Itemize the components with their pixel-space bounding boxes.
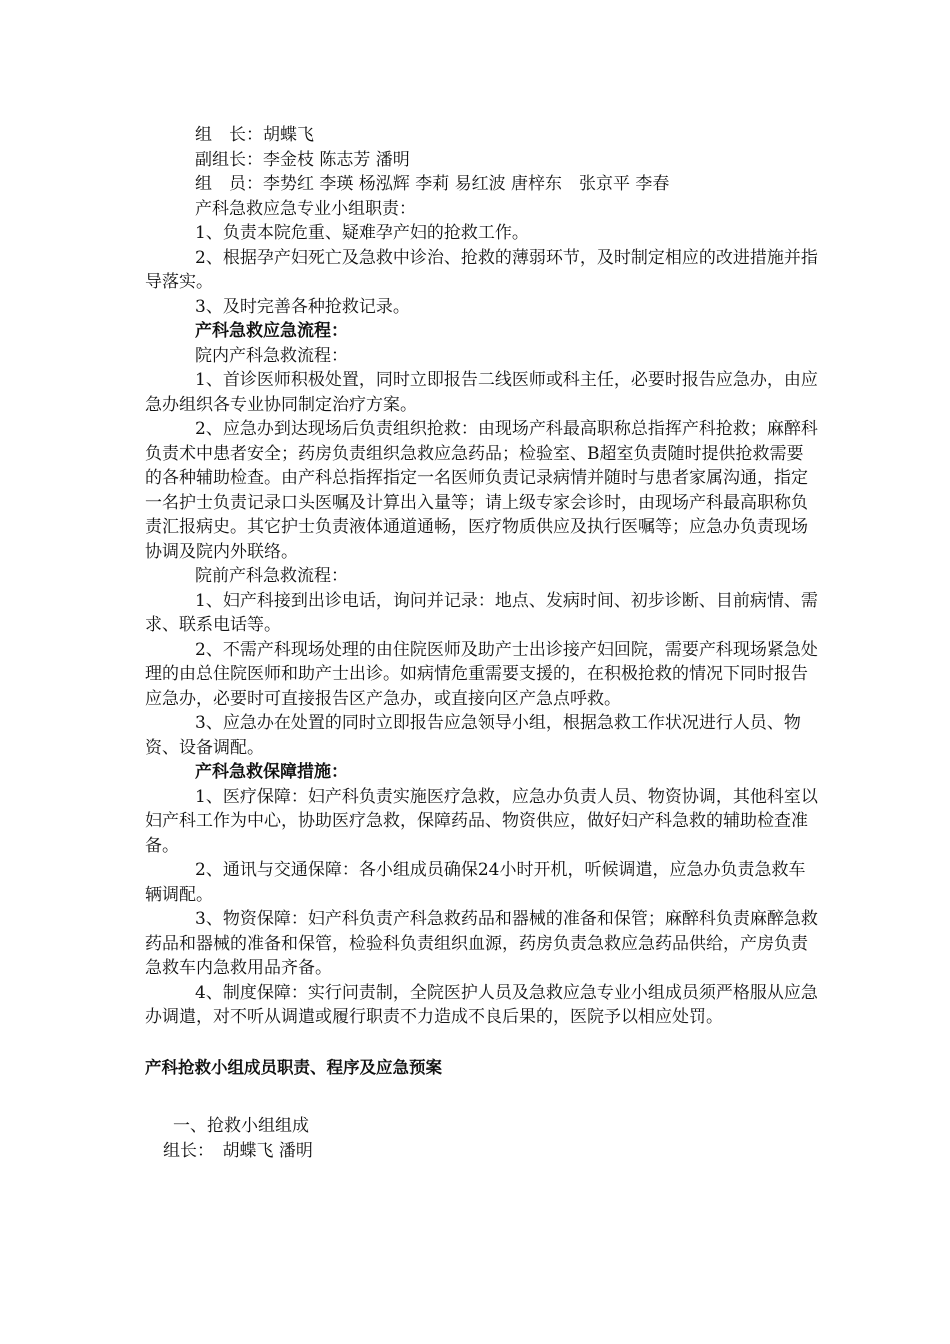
duties-title: 产科急救应急专业小组职责：: [195, 198, 416, 219]
inhospital-flow-title: 院内产科急救流程：: [195, 345, 348, 366]
document-body: [145, 123, 820, 1163]
members-line: 组 员：李势红 李瑛 杨泓辉 李莉 易红波 唐梓东 张京平 李春: [195, 174, 670, 194]
prehospital-step: 2、不需产科现场处理的由住院医师及助产士出诊接产妇回院，需要产科现场紧急处理的由总住院医师和助产士出诊。如病情危重需要支援的，在积极抢救的情况下同时报告应急办，必要时可直接报告区产急办，或直接向区产急点呼救。: [145, 639, 818, 709]
duty-item: 1、负责本院危重、疑难孕产妇的抢救工作。: [195, 223, 529, 243]
inhospital-step: 2、应急办到达现场后负责组织抢救：由现场产科最高职称总指挥产科抢救；麻醉科负责术中患者安全；药房负责组织急救应急药品；检验室、B超室负责随时提供抢救需要的各种辅助检查。由产科总指挥指定一名医师负责记录病情并随时与患者家属沟通，指定一名护士负责记录口头医嘱及计算出入量等；请上级专家会诊时，由现场产科最高职称负责汇报病史。其它护士负责液体通道通畅，医疗物质供应及执行医嘱等；应急办负责现场协调及院内外联络。: [145, 419, 818, 562]
inhospital-step: 1、首诊医师积极处置，同时立即报告二线医师或科主任，必要时报告应急办，由应急办组织各专业协同制定治疗方案。: [145, 370, 818, 415]
flow-title: 产科急救应急流程：: [195, 321, 348, 341]
duty-item: 3、及时完善各种抢救记录。: [195, 296, 410, 317]
subsection-title: 一、抢救小组组成: [173, 1116, 309, 1136]
measures-title: 产科急救保障措施：: [195, 762, 348, 782]
team-leader-line: 组 长：胡蝶飞: [195, 125, 314, 145]
section-heading: 产科抢救小组成员职责、程序及应急预案: [145, 1057, 442, 1077]
measure-item: 1、医疗保障：妇产科负责实施医疗急救，应急办负责人员、物资协调，其他科室以妇产科工作为中心，协助医疗急救，保障药品、物资供应，做好妇产科急救的辅助检查准备。: [145, 786, 818, 856]
duty-item: 2、根据孕产妇死亡及急救中诊治、抢救的薄弱环节，及时制定相应的改进措施并指导落实。: [145, 247, 818, 292]
prehospital-step: 3、应急办在处置的同时立即报告应急领导小组，根据急救工作状况进行人员、物资、设备调配。: [145, 713, 801, 758]
rescue-team-leader-line: 组长： 胡蝶飞 潘明: [163, 1140, 313, 1161]
deputy-leader-line: 副组长：李金枝 陈志芳 潘明: [195, 149, 410, 170]
measure-item: 4、制度保障：实行问责制，全院医护人员及急救应急专业小组成员须严格服从应急办调遣，对不听从调遣或履行职责不力造成不良后果的，医院予以相应处罚。: [145, 982, 818, 1027]
prehospital-flow-title: 院前产科急救流程：: [195, 566, 348, 586]
measure-item: 2、通讯与交通保障：各小组成员确保24小时开机，听候调遣，应急办负责急救车辆调配。: [145, 860, 806, 905]
prehospital-step: 1、妇产科接到出诊电话，询问并记录：地点、发病时间、初步诊断、目前病情、需求、联系电话等。: [145, 590, 818, 635]
measure-item: 3、物资保障：妇产科负责产科急救药品和器械的准备和保管；麻醉科负责麻醉急救药品和器械的准备和保管，检验科负责组织血源，药房负责急救应急药品供给，产房负责急救车内急救用品齐备。: [145, 909, 818, 978]
